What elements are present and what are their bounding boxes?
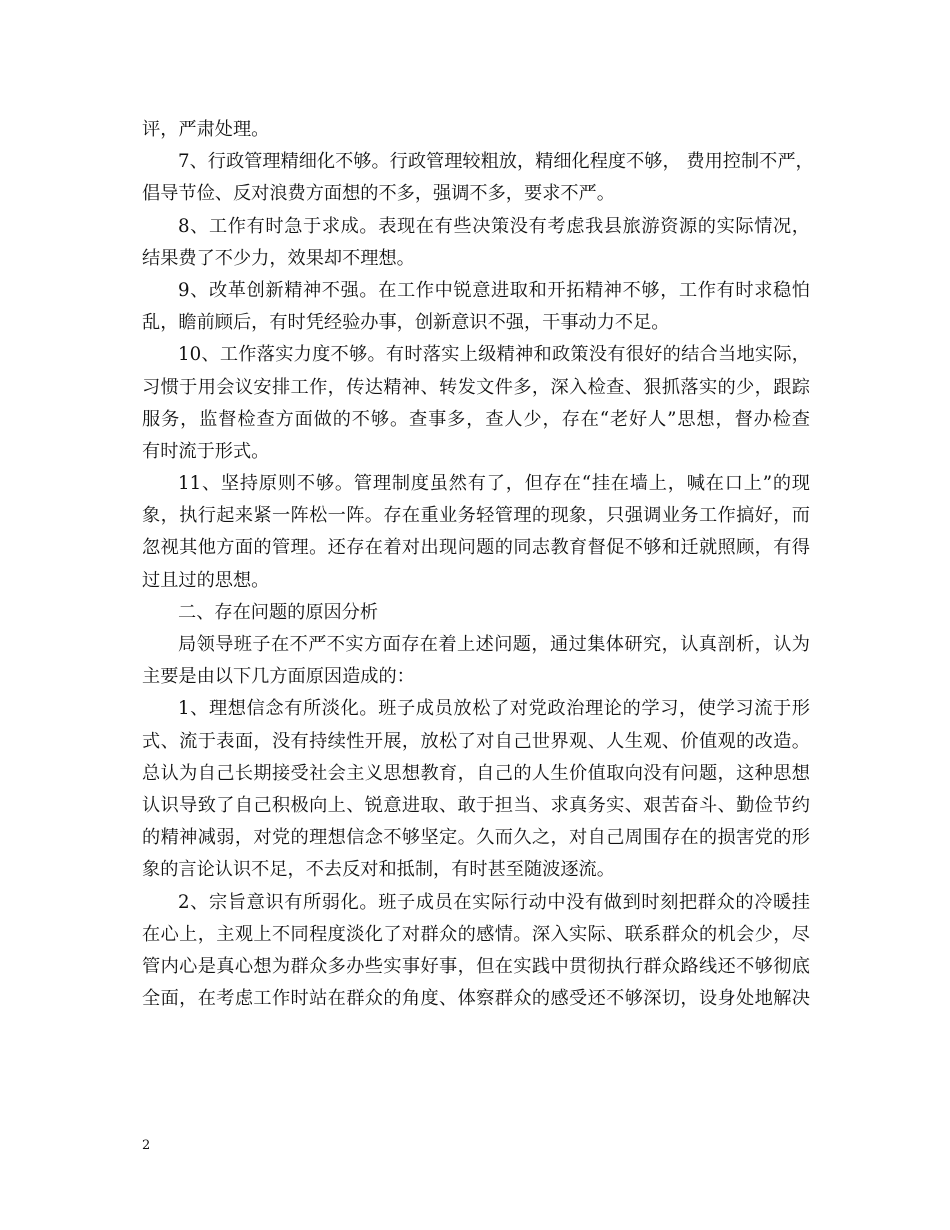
text-line: 全面，在考虑工作时站在群众的角度、体察群众的感受还不够深切，设身处地解决 <box>142 988 810 1010</box>
text-line: 11、坚持原则不够。管理制度虽然有了，但存在“挂在墙上，喊在口上”的现 <box>178 473 810 495</box>
text-line: 结果费了不少力，效果却不理想。 <box>142 247 415 269</box>
text-line: 管内心是真心想为群众多办些实事好事，但在实践中贯彻执行群众路线还不够彻底 <box>142 955 810 977</box>
text-line: 忽视其他方面的管理。还存在着对出现问题的同志教育督促不够和迁就照顾，有得 <box>142 537 810 559</box>
text-line: 7、行政管理精细化不够。行政管理较粗放，精细化程度不够， 费用控制不严， <box>178 151 814 173</box>
text-line: 乱，瞻前顾后，有时凭经验办事，创新意识不强，干事动力不足。 <box>142 312 670 334</box>
text-line: 局领导班子在不严不实方面存在着上述问题，通过集体研究，认真剖析，认为 <box>178 634 810 655</box>
document-body <box>142 114 814 1015</box>
page-number: 2 <box>142 1138 151 1153</box>
text-line: 服务，监督检查方面做的不够。查事多，查人少，存在“老好人”思想，督办检查 <box>142 408 810 430</box>
text-line: 总认为自己长期接受社会主义思想教育，自己的人生价值取向没有问题，这种思想 <box>142 762 810 784</box>
section-heading: 二、存在问题的原因分析 <box>178 601 379 623</box>
text-line: 主要是由以下几方面原因造成的： <box>142 666 415 688</box>
text-line: 象，执行起来紧一阵松一阵。存在重业务轻管理的现象，只强调业务工作搞好，而 <box>142 505 810 527</box>
text-line: 有时流于形式。 <box>142 440 270 462</box>
text-line: 习惯于用会议安排工作，传达精神、转发文件多，深入检查、狠抓落实的少，跟踪 <box>142 376 810 398</box>
text-line: 式、流于表面，没有持续性开展，放松了对自己世界观、人生观、价值观的改造。 <box>142 730 810 752</box>
text-line: 2、宗旨意识有所弱化。班子成员在实际行动中没有做到时刻把群众的冷暖挂 <box>178 891 810 913</box>
text-line: 10、工作落实力度不够。有时落实上级精神和政策没有很好的结合当地实际， <box>178 344 810 366</box>
text-line: 象的言论认识不足，不去反对和抵制，有时甚至随波逐流。 <box>142 859 615 881</box>
text-line: 过且过的思想。 <box>142 569 270 591</box>
text-line: 的精神减弱，对党的理想信念不够坚定。久而久之，对自己周围存在的损害党的形 <box>142 827 810 849</box>
text-line: 倡导节俭、反对浪费方面想的不多，强调不多，要求不严。 <box>142 183 615 205</box>
text-line: 在心上，主观上不同程度淡化了对群众的感情。深入实际、联系群众的机会少，尽 <box>142 923 810 945</box>
text-line: 8、工作有时急于求成。表现在有些决策没有考虑我县旅游资源的实际情况， <box>178 215 810 237</box>
text-line: 评，严肃处理。 <box>142 119 270 140</box>
text-line: 1、理想信念有所淡化。班子成员放松了对党政治理论的学习，使学习流于形 <box>178 698 810 720</box>
text-line: 认识导致了自己积极向上、锐意进取、敢于担当、求真务实、艰苦奋斗、勤俭节约 <box>142 794 810 816</box>
text-line: 9、改革创新精神不强。在工作中锐意进取和开拓精神不够，工作有时求稳怕 <box>178 279 810 301</box>
